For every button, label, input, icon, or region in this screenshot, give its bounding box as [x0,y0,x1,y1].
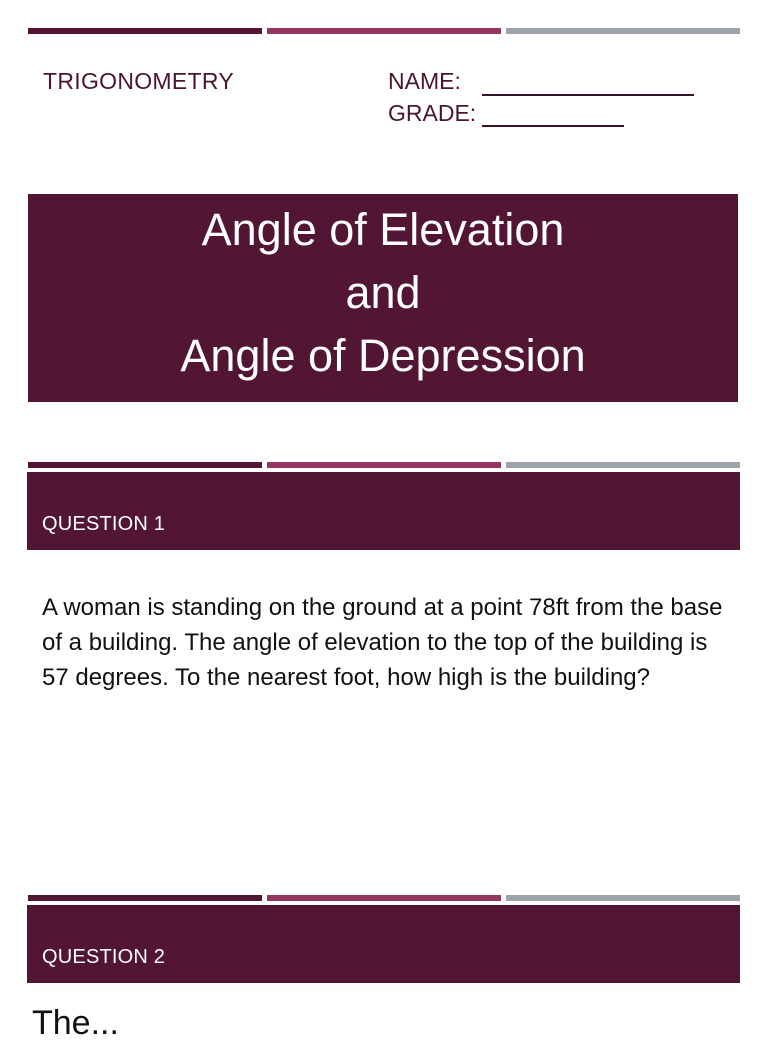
question-2-header [27,905,740,983]
divider-segment-dark [28,462,262,468]
subject-label: TRIGONOMETRY [43,68,235,94]
divider-segment-mid [267,462,501,468]
question-2-text: The... [32,1004,119,1042]
divider-segment-gray [506,895,740,901]
question-1-text: A woman is standing on the ground at a point 78ft from the base of a building. The angle of elevation to the top of the building is 57 degrees. To the nearest foot, how high is the building? [42,594,723,691]
title-line-3: Angle of Depression [180,330,586,381]
question-1-label: QUESTION 1 [42,513,166,535]
name-label: NAME: [388,68,461,94]
top-divider [28,28,740,34]
divider-segment-dark [28,895,262,901]
name-blank[interactable] [482,94,694,96]
question-1-header [27,472,740,550]
divider-segment-gray [506,28,740,34]
question-2-divider [28,895,740,901]
title-line-2: and [345,267,421,318]
title-banner [28,194,738,402]
divider-segment-dark [28,28,262,34]
question-2-label: QUESTION 2 [42,946,166,968]
divider-segment-gray [506,462,740,468]
question-1-divider [28,462,740,468]
divider-segment-mid [267,28,501,34]
title-line-1: Angle of Elevation [201,204,565,255]
grade-blank[interactable] [482,125,624,127]
divider-segment-mid [267,895,501,901]
grade-label: GRADE: [388,100,477,126]
